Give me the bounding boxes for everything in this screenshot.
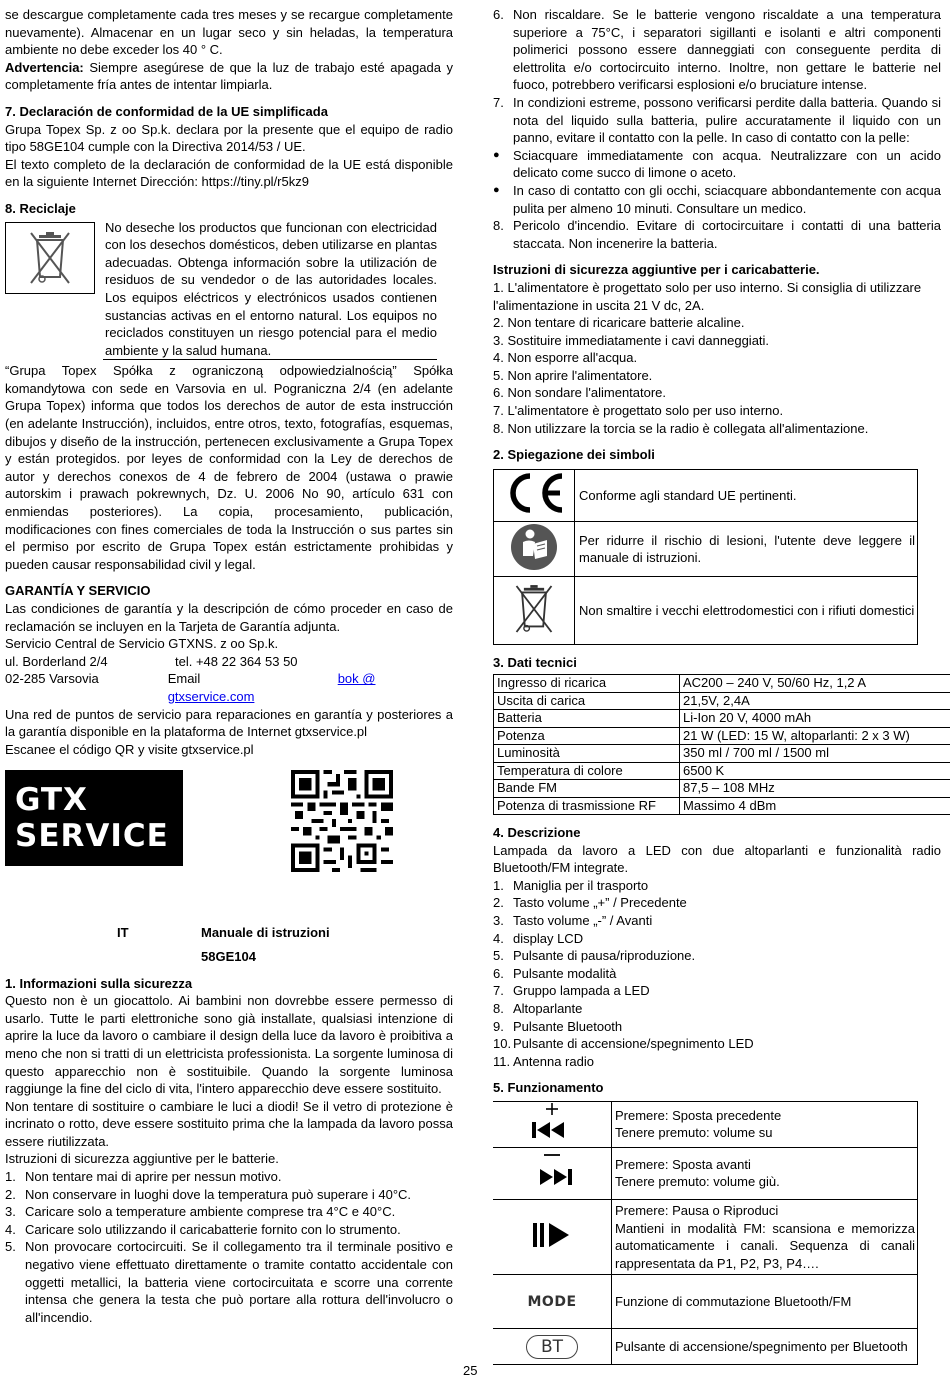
- bullet-item: [493, 182, 941, 217]
- address-street: ul. Borderland 2/4: [5, 653, 108, 669]
- warranty-paragraph-1: Las condiciones de garantía y la descripción de cómo proceder en caso de reclamación se incluyen en la Tarjeta de Garantía adjunta.: [5, 601, 453, 634]
- manual-title: Manuale di istruzioni: [201, 925, 330, 941]
- spec-label: Bande FM: [494, 780, 680, 798]
- spec-label: Potenza: [494, 727, 680, 745]
- charger-list-item: 2. Non tentare di ricaricare batterie alcaline.: [493, 315, 745, 331]
- list-item-text: Antenna radio: [513, 1053, 594, 1069]
- list-item-text: In condizioni estreme, possono verificarsi perdite dalla batteria. Quando si nota del liquido sulla batteria, pulire accuratamente il liquido con un panno, evitare il contatto con la pelle. In caso di contatto con la pelle:: [513, 94, 941, 146]
- battery-safety-list-final: [493, 217, 941, 252]
- list-item-number: 1.: [493, 877, 504, 893]
- charger-safety-title: Istruzioni di sicurezza aggiuntive per i caricabatterie.: [493, 262, 820, 278]
- weee-bin-icon: [494, 577, 575, 645]
- list-item-number: 11.: [493, 1053, 511, 1069]
- list-item: [5, 1186, 453, 1204]
- list-item-number: 2.: [493, 895, 504, 911]
- spec-label: Temperatura di colore: [494, 762, 680, 780]
- safety-paragraph-2: Non tentare di sostituire o cambiare le luci a diodi! Se il vetro di protezione è incrinato o rotto, deve essere sostituito prima che la lampada da lavoro possa essere riutilizzata.: [5, 1098, 453, 1149]
- operation-line: Tenere premuto: volume su: [615, 1125, 773, 1141]
- spec-label: Luminosità: [494, 745, 680, 763]
- spec-row: [494, 727, 950, 745]
- operation-row: [493, 1147, 918, 1199]
- spec-row: [494, 675, 950, 693]
- list-item-number: 3.: [493, 913, 504, 928]
- list-item: [493, 947, 941, 965]
- next-volume-down-icon: [493, 1147, 612, 1199]
- list-item: [493, 217, 941, 252]
- conformity-paragraph-2: El texto completo de la declaración de conformidad de la UE está disponible en la siguiente Internet Dirección: https://tiny.pl/r5kz9: [5, 156, 453, 190]
- previous-volume-up-icon: [493, 1101, 612, 1147]
- address-row-1: [5, 653, 453, 671]
- list-item-text: Tasto volume „-” / Avanti: [513, 913, 653, 928]
- bullet-item: [493, 147, 941, 182]
- bullet-icon: ●: [493, 183, 500, 196]
- operation-row: [493, 1329, 918, 1365]
- spec-value: 21 W (LED: 15 W, altoparlanti: 2 x 3 W): [680, 727, 950, 745]
- recycling-block: [5, 219, 453, 361]
- list-item-text: Non riscaldare. Se le batterie vengono riscaldate a una temperatura superiore a 75°C, i separatori sigillanti e isolanti e altri componenti polimerici possono essere danneggiati con conseguente perdita di elettrolita e/o cortocircuito interno. Inoltre, non gettare le batterie nel fuoco, potrebbero verificarsi esplosioni e/o bruciature intense.: [513, 7, 941, 93]
- gtx-service-logo: GTX SERVICE: [5, 770, 183, 866]
- warning-text: Siempre asegúrese de que la luz de trabajo esté apagada y completamente fría antes de intentar limpiarla.: [5, 59, 453, 93]
- logo-qr-row: [5, 770, 453, 872]
- bullet-text: In caso di contatto con gli occhi, sciacquare abbondantemente con acqua pulita per almeno 10 minuti. Consultare un medico.: [513, 182, 941, 216]
- list-item-number: 8.: [493, 218, 504, 234]
- list-item-number: 4.: [5, 1221, 16, 1237]
- spec-row: [494, 710, 950, 728]
- mode-button-label: MODE: [527, 1293, 577, 1310]
- phone: tel. +48 22 364 53 50: [175, 653, 298, 669]
- conformity-paragraph-1: Grupa Topex Sp. z oo Sp.k. declara por la presente que el equipo de radio tipo 58GE104 cumple con la Directiva 2014/53 / UE.: [5, 121, 453, 155]
- section-7-title: 7. Declaración de conformidad de la UE simplificada: [5, 103, 328, 119]
- list-item: [493, 1035, 941, 1053]
- section-1-title: 1. Informazioni sulla sicurezza: [5, 975, 193, 991]
- list-item: [493, 930, 941, 948]
- list-item-text: Caricare solo a temperature ambiente comprese tra 4°C e 40°C.: [25, 1204, 396, 1220]
- spec-row: [494, 780, 950, 798]
- symbol-row: [494, 577, 918, 645]
- list-item-number: 4.: [493, 930, 504, 946]
- list-item: [493, 1000, 941, 1018]
- spec-label: Batteria: [494, 710, 680, 728]
- warranty-paragraph-3: Escanee el código QR y visite gtxservice.pl: [5, 741, 254, 757]
- list-item: [5, 1168, 453, 1186]
- battery-safety-list: [5, 1168, 453, 1326]
- list-item-number: 2.: [5, 1186, 16, 1202]
- operation-table: [493, 1101, 918, 1365]
- operation-bt-text: Pulsante di accensione/spegnimento per Bluetooth: [612, 1329, 918, 1365]
- list-item: [493, 6, 941, 94]
- charger-list-item: 3. Sostituire immediatamente i cavi danneggiati.: [493, 332, 770, 348]
- operation-row: [493, 1275, 918, 1329]
- bullet-text: Sciacquare immediatamente con acqua. Neutralizzare con un acido delicato come succo di limone o aceto.: [513, 147, 941, 181]
- symbol-weee-text: Non smaltire i vecchi elettrodomestici con i rifiuti domestici: [575, 577, 918, 645]
- symbol-row: [494, 469, 918, 521]
- spec-row: [494, 797, 950, 815]
- play-pause-icon: [493, 1199, 612, 1274]
- symbols-section-title: 2. Spiegazione dei simboli: [493, 447, 655, 463]
- spec-value: 21,5V, 2,4A: [680, 692, 950, 710]
- spec-row: [494, 692, 950, 710]
- list-item: [5, 1238, 453, 1326]
- safety-paragraph-3: Istruzioni di sicurezza aggiuntive per le batterie.: [5, 1151, 279, 1167]
- list-item-number: 10.: [493, 1036, 512, 1052]
- operation-line: Premere: Sposta avanti: [615, 1156, 751, 1172]
- charger-list-item: 5. Non aprire l'alimentatore.: [493, 367, 653, 383]
- description-section-title: 4. Descrizione: [493, 825, 581, 841]
- list-item-text: Pericolo d'incendio. Evitare di cortocircuitare i contatti di una batteria staccata. Non incenerire la batteria.: [513, 218, 941, 251]
- description-text: Lampada da lavoro a LED con due altoparlanti e funzionalità radio Bluetooth/FM integrate.: [493, 842, 941, 876]
- charger-list-item: 4. Non esporre all'acqua.: [493, 350, 638, 366]
- weee-bin-icon: [5, 222, 95, 294]
- symbol-ce-text: Conforme agli standard UE pertinenti.: [575, 469, 918, 521]
- language-code: IT: [117, 925, 129, 941]
- list-item-number: 6.: [493, 965, 504, 981]
- charger-list-item: 8. Non utilizzare la torcia se la radio è collegata all'alimentazione.: [493, 420, 869, 436]
- list-item-text: Pulsante di pausa/riproduzione.: [513, 948, 696, 964]
- section-8-title: 8. Reciclaje: [5, 200, 76, 216]
- symbol-manual-text: Per ridurre il rischio di lesioni, l'utente deve leggere il manuale di istruzioni.: [575, 521, 918, 577]
- list-item-number: 7.: [493, 983, 504, 999]
- warranty-title: GARANTÍA Y SERVICIO: [5, 583, 151, 599]
- list-item-text: Caricare solo utilizzando il caricabatterie fornito con lo strumento.: [25, 1221, 401, 1237]
- address-row-2: [5, 670, 453, 705]
- operation-row: [493, 1101, 918, 1147]
- left-column: [5, 6, 453, 1326]
- operation-mode-text: Funzione di commutazione Bluetooth/FM: [612, 1275, 918, 1329]
- operation-line: Premere: Pausa o Riproduci: [615, 1202, 779, 1218]
- list-item-number: 7.: [493, 94, 504, 110]
- list-item-number: 5.: [493, 948, 504, 964]
- service-center: Servicio Central de Servicio GTXNS. z oo Sp.k.: [5, 636, 279, 652]
- read-manual-icon: [494, 521, 575, 577]
- list-item: [493, 965, 941, 983]
- spec-label: Uscita di carica: [494, 692, 680, 710]
- list-item-text: Altoparlante: [513, 1000, 583, 1016]
- list-item: [493, 1053, 941, 1071]
- list-item: [5, 1221, 453, 1239]
- spec-row: [494, 745, 950, 763]
- list-item-number: 6.: [493, 7, 504, 22]
- spec-label: Ingresso di ricarica: [494, 675, 680, 693]
- spec-value: AC200 – 240 V, 50/60 Hz, 1,2 A: [680, 675, 950, 693]
- list-item-text: Non tentare mai di aprire per nessun motivo.: [25, 1169, 282, 1185]
- list-item-text: Pulsante Bluetooth: [513, 1018, 623, 1034]
- list-item-number: 8.: [493, 1000, 504, 1016]
- email-link[interactable]: bok @ gtxservice.com: [167, 671, 376, 704]
- charger-safety-list: [493, 279, 941, 437]
- list-item: [5, 1203, 453, 1221]
- model-number: 58GE104: [201, 948, 256, 964]
- charger-list-item: 6. Non sondare l'alimentatore.: [493, 385, 667, 401]
- list-item: [493, 894, 941, 912]
- page-number: 25: [463, 1363, 478, 1378]
- specs-table: [493, 674, 950, 815]
- email-label: Email: [167, 671, 201, 687]
- spec-value: 6500 K: [680, 762, 950, 780]
- list-item-text: Maniglia per il trasporto: [513, 877, 649, 893]
- symbols-table: [493, 469, 918, 646]
- spec-row: [494, 762, 950, 780]
- list-item-text: Gruppo lampada a LED: [513, 983, 650, 999]
- ce-mark-icon: [494, 469, 575, 521]
- list-item: [493, 1018, 941, 1036]
- charger-list-item: 1. L'alimentatore è progettato solo per uso interno. Si consiglia di utilizzare l'alimentazione in uscita 21 V dc, 2A.: [493, 279, 922, 313]
- operation-next-text: [612, 1147, 918, 1199]
- operation-row: [493, 1199, 918, 1274]
- spec-label: Potenza di trasmissione RF: [494, 797, 680, 815]
- list-item-text: Tasto volume „+” / Precedente: [513, 895, 687, 911]
- operation-line: Mantieni in modalità FM: scansiona e memorizza automaticamente i canali. Sequenza di canali rappresentata da P1, P2, P3, P4….: [615, 1220, 915, 1271]
- spec-value: Li-Ion 20 V, 4000 mAh: [680, 710, 950, 728]
- symbol-row: [494, 521, 918, 577]
- operation-section-title: 5. Funzionamento: [493, 1080, 604, 1096]
- list-item: [493, 912, 941, 930]
- skin-contact-bullets: [493, 147, 941, 217]
- bt-button-label: BT: [526, 1335, 578, 1359]
- copyright-paragraph: “Grupa Topex Spółka z ograniczoną odpowiedzialnością” Spółka komandytowa con sede en Varsovia en ul. Pograniczna 2/4 (en adelante Grupa Topex) informa que todos los derechos de autor de esta instrucción (en adelante Instrucción), incluidos, entre otros, texto, fotografías, esquemas, dibujos y diseño de la instrucción, pertenecen exclusivamente a Grupa Topex y están protegidos. por leyes de conformidad con la Ley de derechos de autor y derechos conexos de 4 de febrero de 2004 (ustawa o prawie autorskim i prawach pokrewnych, Dz. U. 2006 No 90, artículo 631 con enmiendas posteriores). La copia, procesamiento, publicación, modificaciones con fines comerciales de toda la Instrucción o sus partes sin el permiso por escrito de Grupa Topex están estrictamente prohibidas y pueden causar responsabilidad civil y legal.: [5, 363, 453, 572]
- list-item-text: Non provocare cortocircuiti. Se il collegamento tra il terminale positivo e negativo viene effettuato direttamente o tramite contatto accidentale con oggetti metallici, la batteria viene cortocircuitata e scorre una corrente intensa che genera la testa che può portare alla rottura dell'involucro o all'incendio.: [25, 1239, 453, 1325]
- charger-list-item: 7. L'alimentatore è progettato solo per uso interno.: [493, 403, 784, 419]
- mode-button-icon: [493, 1275, 612, 1329]
- storage-paragraph: se descargue completamente cada tres meses y se recargue completamente nuevamente). Almacenar en un lugar seco y sin heladas, la temperatura ambiente no debe exceder los 40 ° C.: [5, 7, 453, 58]
- list-item-text: Non conservare in luoghi dove la temperatura può superare i 40°C.: [25, 1186, 412, 1202]
- list-item: [493, 94, 941, 147]
- list-item-number: 1.: [5, 1169, 16, 1185]
- operation-playpause-text: [612, 1199, 918, 1274]
- operation-previous-text: [612, 1101, 918, 1147]
- list-item-text: display LCD: [513, 930, 584, 946]
- right-column: [493, 6, 941, 1365]
- bullet-icon: ●: [493, 148, 500, 161]
- safety-paragraph-1: Questo non è un giocattolo. Ai bambini non dovrebbe essere permesso di usarlo. Tutte le parti elettroniche sono già installate, qualsiasi intenzione di aprire la luce da lavoro o cambiare il design della luce da lavoro è proibitiva a meno che non si tratti di un elettricista professionista. La sorgente luminosa di questo apparecchio non è sostituibile. Quando la sorgente luminosa raggiunge la fine del ciclo di vita, l'intero apparecchio deve essere sostituito.: [5, 993, 453, 1097]
- operation-line: Premere: Sposta precedente: [615, 1107, 782, 1123]
- parts-list: [493, 877, 941, 1071]
- list-item: [493, 982, 941, 1000]
- italian-manual-header: [5, 924, 453, 942]
- list-item-number: 9.: [493, 1018, 504, 1034]
- spec-value: 87,5 – 108 MHz: [680, 780, 950, 798]
- operation-line: Tenere premuto: volume giù.: [615, 1174, 780, 1190]
- list-item-text: Pulsante modalità: [513, 965, 617, 981]
- warning-paragraph: [5, 59, 453, 94]
- list-item: [493, 877, 941, 895]
- battery-safety-list-continued: [493, 6, 941, 147]
- spec-value: Massimo 4 dBm: [680, 797, 950, 815]
- address-city: 02-285 Varsovia: [5, 671, 99, 687]
- qr-code-icon[interactable]: [291, 770, 393, 872]
- warning-label: Advertencia:: [5, 59, 84, 75]
- list-item-number: 3.: [5, 1204, 16, 1220]
- recycling-text: No deseche los productos que funcionan con electricidad con los desechos domésticos, deben utilizarse en plantas adecuadas. Obtenga información sobre la utilización de residuos de su vendedor o de las autoridades locales. Los equipos eléctricos y electrónicos usados contienen sustancias activas en el entorno natural. Los equipos no reciclados constituyen un riesgo potencial para el medio ambiente y la salud humana.: [103, 219, 437, 361]
- warranty-paragraph-2: Una red de puntos de servicio para reparaciones en garantía y posteriores a la garantía disponible en la plataforma de Internet gtxservice.pl: [5, 706, 453, 740]
- list-item-number: 5.: [5, 1239, 16, 1255]
- bt-button-icon: [493, 1329, 612, 1365]
- list-item-text: Pulsante di accensione/spegnimento LED: [513, 1036, 754, 1052]
- spec-value: 350 ml / 700 ml / 1500 ml: [680, 745, 950, 763]
- specs-section-title: 3. Dati tecnici: [493, 655, 577, 671]
